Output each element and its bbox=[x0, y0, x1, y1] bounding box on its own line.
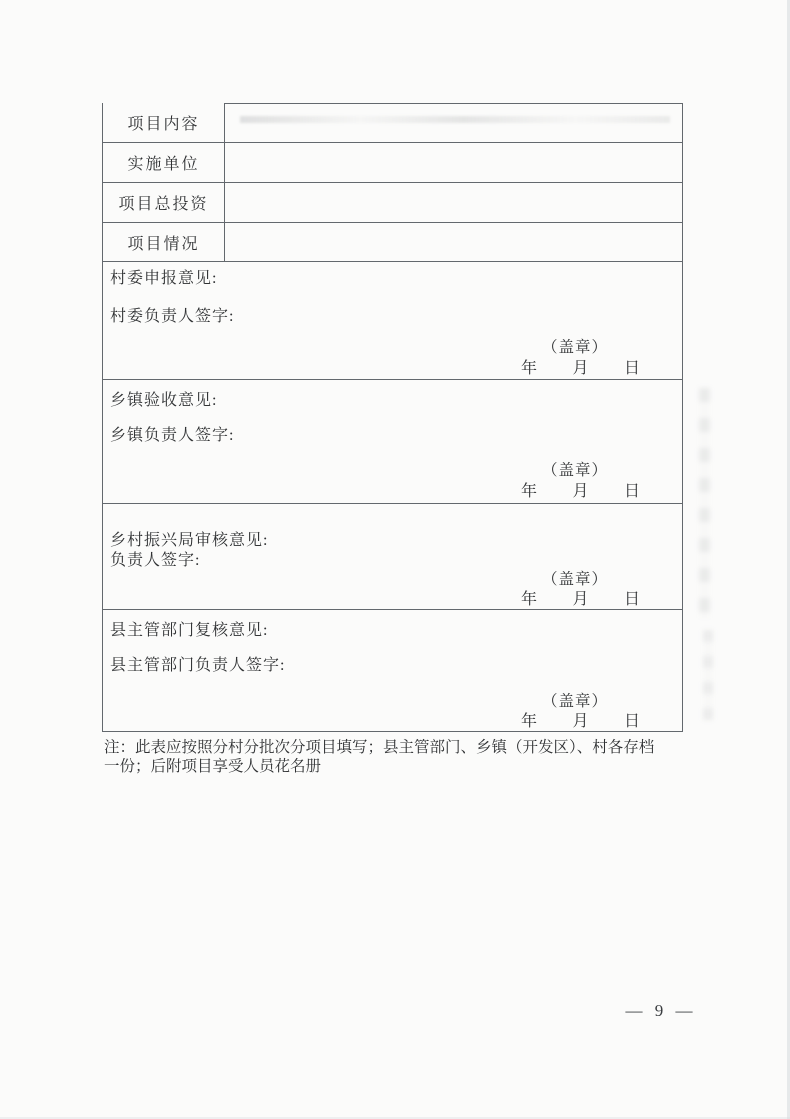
day-label: 日 bbox=[623, 713, 640, 730]
footnote-line-1: 注：此表应按照分村分批次分项目填写；县主管部门、乡镇（开发区）、村各存档 bbox=[104, 739, 655, 756]
day-label: 日 bbox=[623, 360, 640, 377]
seal-placeholder-label: （盖章） bbox=[541, 571, 608, 588]
year-label: 年 bbox=[521, 360, 538, 377]
month-label: 月 bbox=[572, 591, 589, 608]
footnote bbox=[104, 738, 694, 776]
date-line bbox=[521, 591, 640, 608]
month-label: 月 bbox=[572, 713, 589, 730]
date-line bbox=[521, 360, 640, 377]
total-investment-value-cell bbox=[225, 183, 682, 222]
project-approval-form-table bbox=[102, 103, 683, 732]
project-situation-value-cell bbox=[225, 223, 682, 261]
year-label: 年 bbox=[521, 483, 538, 500]
month-label: 月 bbox=[572, 360, 589, 377]
year-label: 年 bbox=[521, 591, 538, 608]
opinion-label: 村委申报意见: bbox=[110, 270, 218, 287]
table-row bbox=[103, 143, 682, 183]
table-row bbox=[103, 223, 682, 262]
signature-label: 村委负责人签字: bbox=[110, 308, 235, 325]
signature-label: 负责人签字: bbox=[110, 552, 201, 569]
page-number: — 9 — bbox=[625, 1001, 697, 1020]
rural-revitalization-bureau-review-section bbox=[103, 504, 682, 610]
township-acceptance-opinion-section bbox=[103, 380, 682, 504]
day-label: 日 bbox=[623, 591, 640, 608]
opinion-label: 乡镇验收意见: bbox=[110, 392, 218, 409]
table-row bbox=[103, 183, 682, 223]
seal-placeholder-label: （盖章） bbox=[541, 462, 608, 479]
signature-label: 县主管部门负责人签字: bbox=[110, 657, 286, 674]
seal-placeholder-label: （盖章） bbox=[541, 339, 608, 356]
seal-placeholder-label: （盖章） bbox=[541, 693, 608, 710]
county-department-recheck-section bbox=[103, 610, 682, 732]
scan-artifact bbox=[699, 388, 710, 618]
footnote-line-2: 一份；后附项目享受人员花名册 bbox=[104, 758, 322, 775]
total-investment-label: 项目总投资 bbox=[103, 183, 225, 222]
project-content-label: 项目内容 bbox=[103, 103, 225, 142]
year-label: 年 bbox=[521, 713, 538, 730]
project-situation-label: 项目情况 bbox=[103, 223, 225, 261]
implementing-unit-value-cell bbox=[225, 143, 682, 182]
project-content-value-cell bbox=[225, 103, 682, 142]
date-line bbox=[521, 483, 640, 500]
village-committee-opinion-section bbox=[103, 262, 682, 380]
opinion-label: 县主管部门复核意见: bbox=[110, 622, 269, 639]
implementing-unit-label: 实施单位 bbox=[103, 143, 225, 182]
date-line bbox=[521, 713, 640, 730]
signature-label: 乡镇负责人签字: bbox=[110, 427, 235, 444]
month-label: 月 bbox=[572, 483, 589, 500]
table-row bbox=[103, 103, 682, 143]
scan-artifact bbox=[703, 630, 713, 720]
day-label: 日 bbox=[623, 483, 640, 500]
opinion-label: 乡村振兴局审核意见: bbox=[110, 532, 269, 549]
